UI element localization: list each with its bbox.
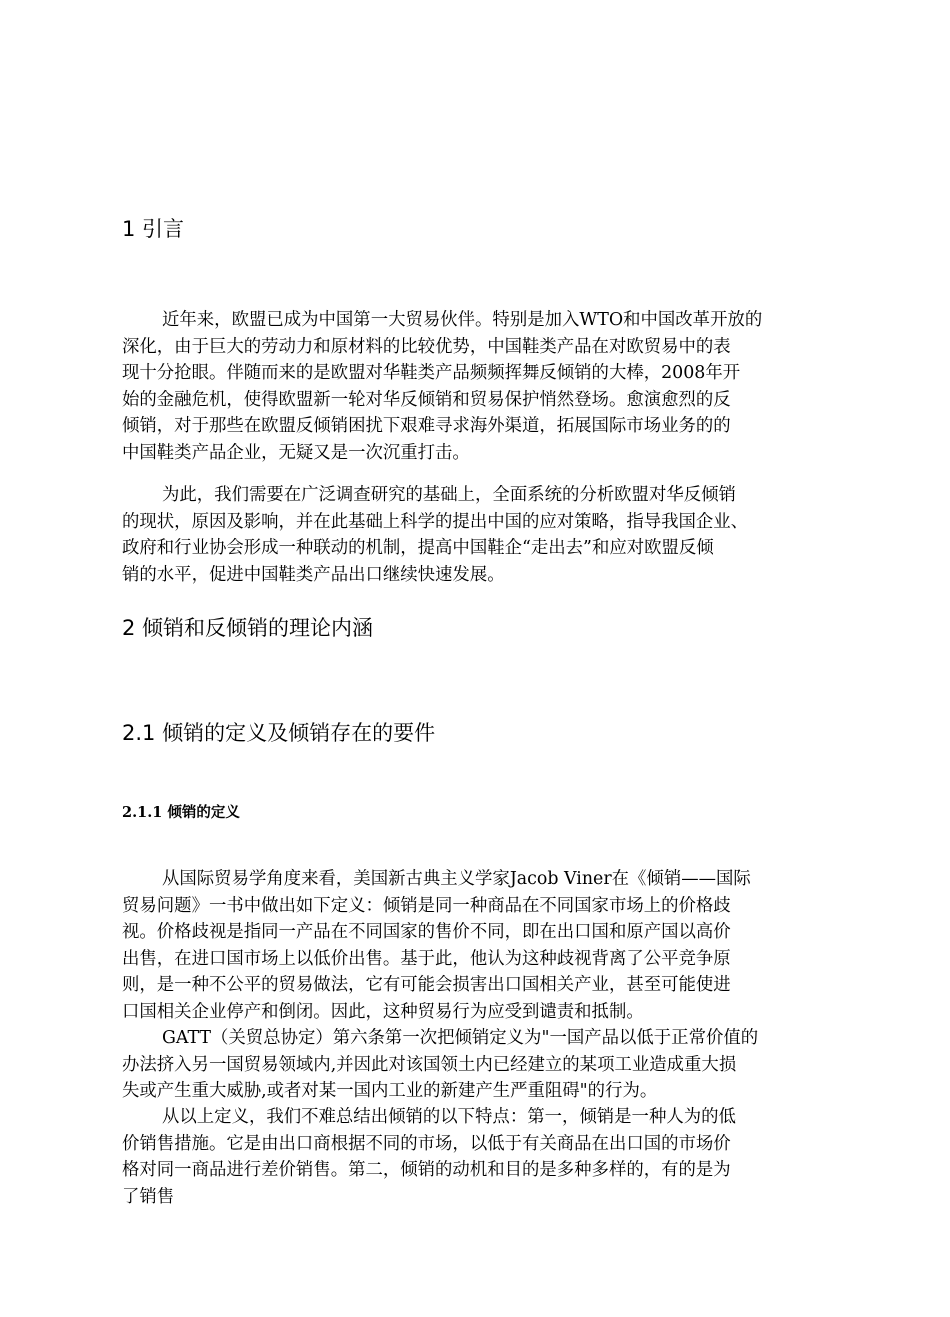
text-line: 出售，在进口国市场上以低价出售。基于此，他认为这种歧视背离了公平竞争原 xyxy=(122,948,731,969)
text-line: 倾销，对于那些在欧盟反倾销困扰下艰难寻求海外渠道，拓展国际市场业务的的 xyxy=(122,416,731,436)
text-line: 视。价格歧视是指同一产品在不同国家的售价不同，即在出口国和原产国以高价 xyxy=(122,922,731,942)
text-line: 口国相关企业停产和倒闭。因此，这种贸易行为应受到谴责和抵制。 xyxy=(122,1001,644,1022)
subsubsection-heading-dumping-definition: 2.1.1 倾销的定义 xyxy=(122,804,240,821)
text-line: 深化，由于巨大的劳动力和原材料的比较优势，中国鞋类产品在对欧贸易中的表 xyxy=(122,336,731,357)
introduction-paragraph-1 xyxy=(122,307,854,466)
text-line: 格对同一商品进行差价销售。第二，倾销的动机和目的是多种多样的，有的是为 xyxy=(122,1160,731,1180)
text-line: 失或产生重大威胁,或者对某一国内工业的新建产生严重阻碍"的行为。 xyxy=(122,1081,658,1101)
introduction-paragraph-2 xyxy=(122,482,854,588)
text-line: 的现状，原因及影响，并在此基础上科学的提出中国的应对策略，指导我国企业、 xyxy=(122,511,749,532)
definition-paragraph-3 xyxy=(122,1104,854,1210)
text-line: 办法挤入另一国贸易领域内,并因此对该国领土内已经建立的某项工业造成重大损 xyxy=(122,1054,737,1075)
text-line: 从以上定义，我们不难总结出倾销的以下特点：第一，倾销是一种人为的低 xyxy=(162,1107,736,1127)
text-line: 近年来，欧盟已成为中国第一大贸易伙伴。特别是加入WTO和中国改革开放的 xyxy=(162,310,763,330)
subsection-heading-definition: 2.1 倾销的定义及倾销存在的要件 xyxy=(122,721,436,745)
section-heading-introduction: 1 引言 xyxy=(122,217,185,241)
text-line: 从国际贸易学角度来看，美国新古典主义学家Jacob Viner在《倾销——国际 xyxy=(162,869,751,889)
text-line: 了销售 xyxy=(122,1186,175,1207)
text-line: 销的水平，促进中国鞋类产品出口继续快速发展。 xyxy=(122,564,505,585)
text-line: 贸易问题》一书中做出如下定义：倾销是同一种商品在不同国家市场上的价格歧 xyxy=(122,895,731,916)
text-line: 为此，我们需要在广泛调查研究的基础上，全面系统的分析欧盟对华反倾销 xyxy=(162,485,736,505)
text-line: 中国鞋类产品企业，无疑又是一次沉重打击。 xyxy=(122,442,470,463)
section-heading-theory: 2 倾销和反倾销的理论内涵 xyxy=(122,616,374,640)
definition-paragraph-2 xyxy=(122,1025,854,1105)
text-line: 现十分抢眼。伴随而来的是欧盟对华鞋类产品频频挥舞反倾销的大棒，2008年开 xyxy=(122,363,741,383)
text-line: 价销售措施。它是由出口商根据不同的市场，以低于有关商品在出口国的市场价 xyxy=(122,1133,731,1154)
text-line: 则，是一种不公平的贸易做法，它有可能会损害出口国相关产业，甚至可能使进 xyxy=(122,975,731,995)
text-line: 政府和行业协会形成一种联动的机制，提高中国鞋企“走出去”和应对欧盟反倾 xyxy=(122,538,714,558)
text-line: GATT（关贸总协定）第六条第一次把倾销定义为"一国产品以低于正常价值的 xyxy=(162,1028,759,1048)
text-line: 始的金融危机，使得欧盟新一轮对华反倾销和贸易保护悄然登场。愈演愈烈的反 xyxy=(122,389,731,410)
definition-paragraph-1 xyxy=(122,866,854,1025)
